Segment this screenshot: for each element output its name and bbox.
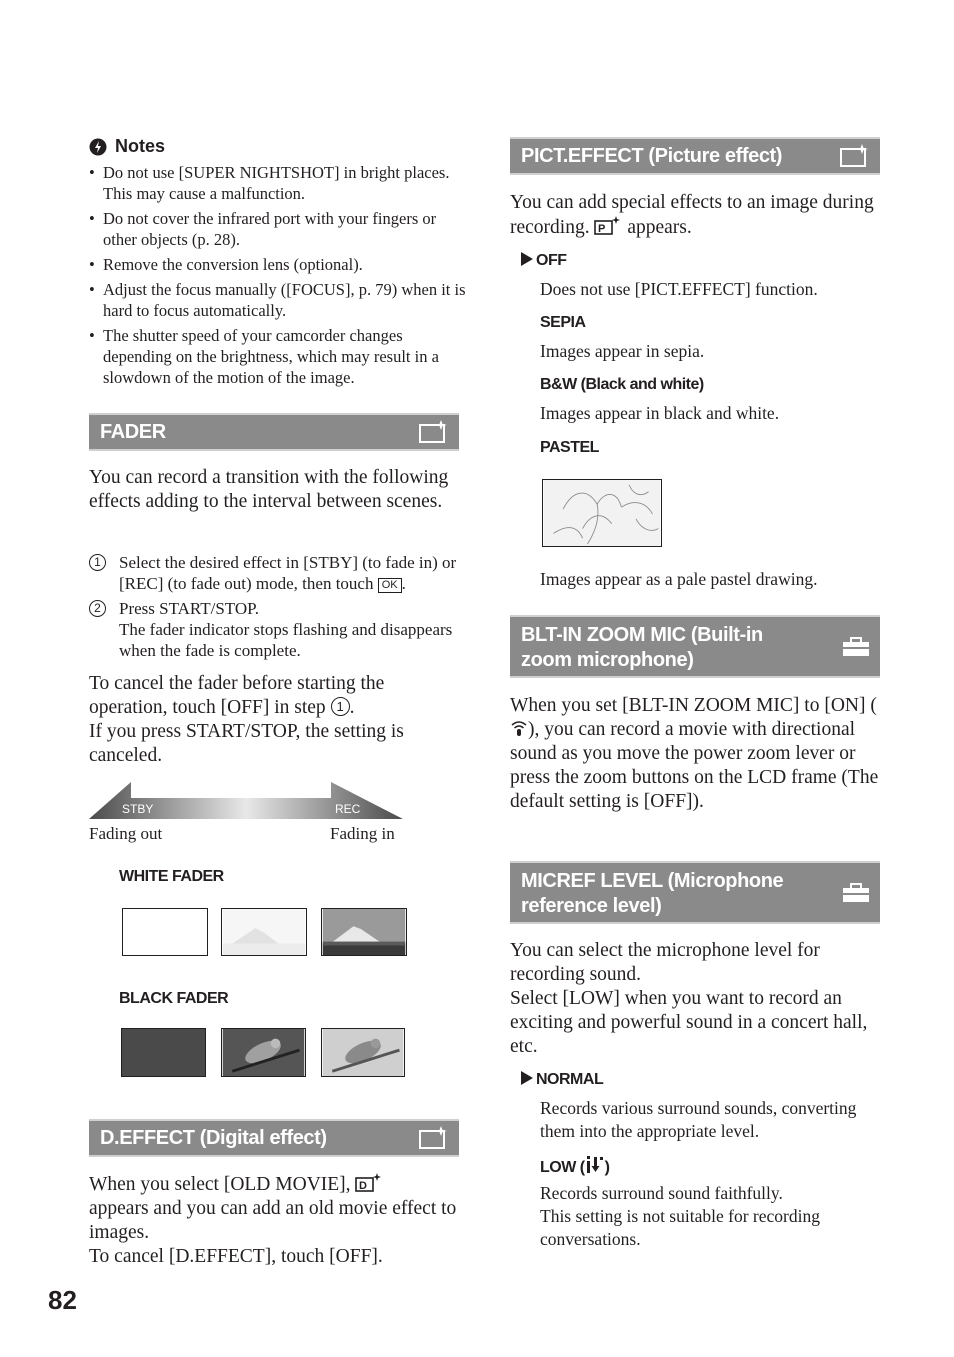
fader-section-header [89, 413, 459, 451]
fader-step-1 [89, 552, 464, 594]
fader-intro: You can record a transition with the following effects adding to the interval between scenes. [89, 467, 449, 512]
step-1-text: Select the desired effect in [STBY] (to fade in) or [REC] (to fade out) mode, then touch [119, 553, 457, 593]
rec-label: REC [335, 802, 361, 816]
deffect-text-a: When you select [OLD MOVIE], [89, 1174, 351, 1195]
white-fader-frame-2 [221, 908, 307, 956]
pict-intro-b: appears. [627, 217, 692, 238]
deffect-section-header [89, 1119, 459, 1157]
zoom-mic-text-a: When you set [BLT-IN ZOOM MIC] to [ON] ( [510, 695, 877, 716]
micref-title [521, 869, 783, 919]
black-fader-frame-1 [121, 1028, 206, 1077]
ok-button-icon: OK [378, 578, 402, 593]
step-1-end: . [401, 574, 406, 593]
fader-step-2 [89, 598, 464, 661]
option-low-heading [540, 1156, 609, 1177]
option-off-heading [521, 252, 567, 270]
fading-out-label: Fading out [89, 824, 163, 843]
black-fader-frame-2 [221, 1028, 306, 1077]
zoom-mic-title-line-1: BLT-IN ZOOM MIC (Built-in [521, 624, 763, 646]
step-ref-number: 1 [331, 697, 350, 716]
option-normal-desc: Records various surround sounds, converting them into the appropriate level. [540, 1098, 857, 1141]
step-2-note: The fader indicator stops flashing and disappears when the fade is complete. [119, 620, 453, 660]
micref-intro-b: Select [LOW] when you want to record an exciting and powerful sound in a concert hall, etc. [510, 988, 868, 1057]
option-bw-heading: B&W (Black and white) [540, 376, 704, 393]
picture-effect-icon [594, 215, 622, 235]
default-marker-icon [521, 1071, 533, 1085]
white-fader-heading: WHITE FADER [119, 868, 224, 885]
pict-effect-section-header [510, 137, 880, 175]
camera-menu-icon [419, 420, 449, 444]
cancel-note: If you press START/STOP, the setting is canceled. [89, 721, 404, 766]
micref-section-header [510, 861, 880, 924]
micref-title-line-1: MICREF LEVEL (Microphone [521, 870, 784, 892]
page-number: 82 [48, 1285, 77, 1315]
step-2-text: Press START/STOP. [119, 599, 259, 618]
toolbox-icon [842, 883, 870, 903]
option-pastel-desc: Images appear as a pale pastel drawing. [540, 569, 818, 589]
notes-list [89, 162, 469, 392]
black-fader-heading: BLACK FADER [119, 990, 229, 1007]
white-fader-frame-3 [321, 908, 407, 956]
note-item: • Remove the conversion lens (optional). [89, 254, 469, 275]
option-sepia-heading: SEPIA [540, 314, 586, 331]
micref-intro [510, 939, 880, 1059]
option-low-desc [540, 1182, 885, 1251]
white-fader-frame-1 [122, 908, 208, 956]
note-item: • Adjust the focus manually ([FOCUS], p. 79) when it is hard to focus automatically. [89, 279, 469, 321]
deffect-title: D.EFFECT (Digital effect) [100, 1126, 327, 1149]
option-off-label: OFF [536, 252, 567, 269]
option-low-desc-a: Records surround sound faithfully. [540, 1183, 783, 1203]
zoom-mic-section-header [510, 615, 880, 678]
pastel-sample-image [542, 479, 662, 547]
zoom-mic-title [521, 623, 763, 673]
zoom-mic-text-b: ), you can record a movie with directional sound as you move the power zoom lever or press the zoom buttons on the LCD frame (The default setting is [OFF]). [510, 719, 879, 812]
pict-effect-intro [510, 191, 880, 240]
option-off-desc: Does not use [PICT.EFFECT] function. [540, 279, 818, 299]
fader-diagram [89, 780, 405, 822]
deffect-text-b: appears and you can add an old movie effect to images. [89, 1198, 457, 1243]
micref-title-line-2: reference level) [521, 895, 662, 917]
digital-effect-icon [355, 1172, 383, 1192]
deffect-text [89, 1172, 459, 1269]
stby-label: STBY [122, 802, 154, 816]
step-number: 1 [89, 554, 106, 571]
black-fader-frame-3 [321, 1028, 405, 1077]
fader-cancel-text [89, 672, 459, 768]
default-marker-icon [521, 252, 533, 266]
svg-text:D: D [359, 1180, 368, 1192]
step-number: 2 [89, 600, 106, 617]
fading-in-label: Fading in [330, 824, 395, 843]
camera-menu-icon [419, 1126, 449, 1150]
option-pastel-heading: PASTEL [540, 439, 599, 456]
pict-intro-a: You can add special effects to an image during recording. [510, 192, 874, 238]
svg-text:P: P [598, 223, 606, 235]
pict-effect-title: PICT.EFFECT (Picture effect) [521, 144, 783, 167]
notes-title: Notes [115, 136, 166, 156]
step-text [119, 552, 464, 594]
option-low-desc-b: This setting is not suitable for recording conversations. [540, 1206, 820, 1249]
option-normal-label: NORMAL [536, 1071, 604, 1088]
option-sepia-desc: Images appear in sepia. [540, 341, 705, 361]
zoom-mic-icon [510, 719, 528, 737]
note-item: • The shutter speed of your camcorder changes depending on the brightness, which may result in a slowdown of the motion of the image. [89, 325, 469, 388]
deffect-text-c: To cancel [D.EFFECT], touch [OFF]. [89, 1246, 383, 1267]
option-bw-desc: Images appear in black and white. [540, 403, 780, 423]
option-low-label: LOW ( [540, 1159, 585, 1176]
camera-menu-icon [840, 144, 870, 168]
notes-icon [89, 138, 107, 156]
mic-level-low-icon [585, 1156, 605, 1174]
cancel-text: To cancel the fader before starting the operation, touch [OFF] in step [89, 673, 385, 718]
toolbox-icon [842, 637, 870, 657]
notes-heading [89, 136, 165, 157]
note-item: • Do not cover the infrared port with your fingers or other objects (p. 28). [89, 208, 469, 250]
zoom-mic-text [510, 694, 880, 814]
option-low-label-end: ) [604, 1159, 610, 1176]
option-normal-heading [521, 1071, 603, 1089]
cancel-end: . [349, 697, 355, 718]
zoom-mic-title-line-2: zoom microphone) [521, 649, 694, 671]
micref-intro-a: You can select the microphone level for recording sound. [510, 940, 820, 985]
note-item: • Do not use [SUPER NIGHTSHOT] in bright places. This may cause a malfunction. [89, 162, 469, 204]
fader-title: FADER [100, 420, 166, 443]
